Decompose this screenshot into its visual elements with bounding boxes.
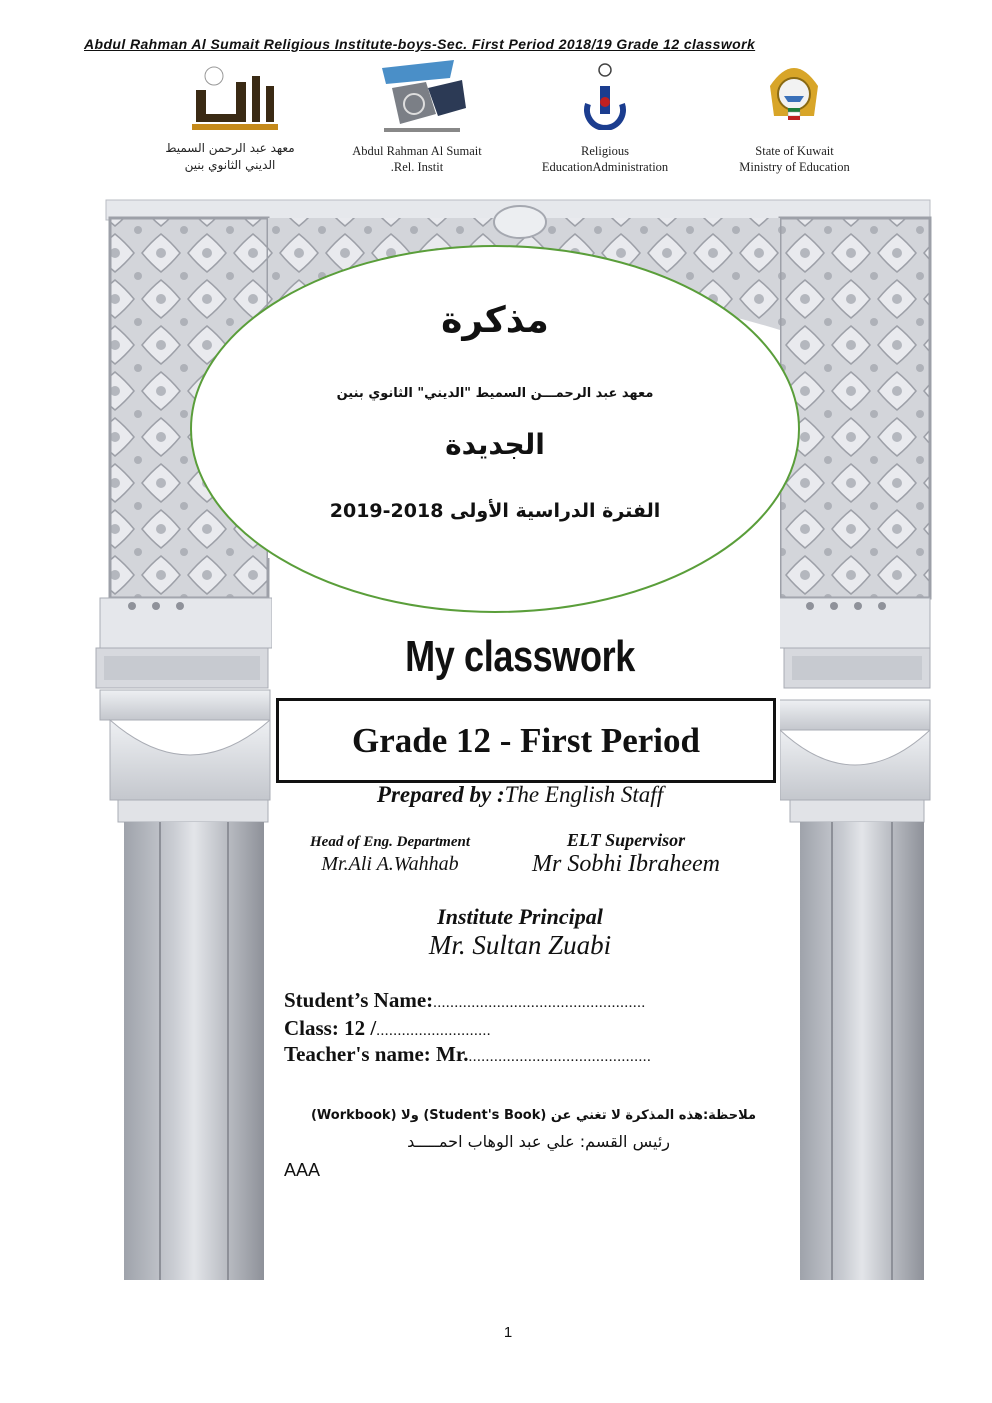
class-label: Class: 12 / bbox=[284, 1016, 377, 1040]
running-header: Abdul Rahman Al Sumait Religious Institute-boys-Sec. First Period 2018/19 Grade 12 classwork bbox=[84, 36, 756, 52]
logo-caption-line1: State of Kuwait bbox=[755, 144, 834, 158]
student-name-label: Student’s Name: bbox=[284, 988, 434, 1012]
class-field[interactable] bbox=[284, 1016, 491, 1041]
ellipse-new: الجديدة bbox=[445, 428, 545, 461]
principal-role: Institute Principal bbox=[437, 904, 603, 929]
head-department bbox=[292, 834, 488, 876]
teacher-name-label: Teacher's name: Mr. bbox=[284, 1042, 469, 1066]
logo-caption-line2: EducationAdministration bbox=[541, 160, 669, 174]
aaa-text: AAA bbox=[284, 1160, 321, 1180]
principal-name: Mr. Sultan Zuabi bbox=[428, 930, 612, 960]
prepared-label: Prepared by : bbox=[376, 782, 505, 807]
institute-principal bbox=[380, 904, 660, 961]
elt-supervisor bbox=[506, 830, 746, 878]
class-dots: ........................... bbox=[376, 1023, 491, 1039]
prepared-by bbox=[300, 782, 740, 808]
prepared-value: The English Staff bbox=[504, 782, 664, 807]
teacher-name-field[interactable] bbox=[284, 1042, 651, 1067]
ellipse-period: الفترة الدراسية الأولى 2018-2019 bbox=[329, 500, 661, 522]
supervisor-name: Mr Sobhi Ibraheem bbox=[532, 851, 720, 877]
logo-caption-line2: Ministry of Education bbox=[739, 160, 850, 174]
supervisor-role: ELT Supervisor bbox=[566, 830, 686, 850]
grade-box bbox=[276, 698, 776, 783]
page-number: 1 bbox=[503, 1324, 513, 1341]
head-department-role: Head of Eng. Department bbox=[310, 834, 470, 850]
student-name-field[interactable] bbox=[284, 988, 646, 1013]
ellipse-title: مذكرة bbox=[441, 300, 549, 341]
teacher-name-dots: ........................................... bbox=[468, 1049, 652, 1065]
student-name-dots: .................................................. bbox=[433, 995, 646, 1011]
logo-caption-line1: Religious bbox=[581, 144, 629, 158]
head-department-name: Mr.Ali A.Wahhab bbox=[321, 853, 459, 875]
main-title: My classwork bbox=[405, 632, 635, 681]
grade-box-text: Grade 12 - First Period bbox=[352, 720, 700, 760]
note-line-1: ملاحظة:هذه المذكرة لا تغني عن (Student's Book) ولا (Workbook) bbox=[310, 1108, 756, 1123]
ellipse-institute: معهد عبد الرحمـــن السميط "الديني" الثانوي بنين bbox=[336, 386, 654, 401]
logo-caption-line1: معهد عبد الرحمن السميط bbox=[165, 141, 295, 155]
logo-caption-line2: .Rel. Instit bbox=[390, 160, 444, 174]
logo-caption-line1: Abdul Rahman Al Sumait bbox=[352, 144, 482, 158]
logo-caption-line2: الديني الثانوي بنين bbox=[184, 158, 276, 172]
note-line-2: رئيس القسم: علي عبد الوهاب احمـــــد bbox=[407, 1132, 670, 1151]
